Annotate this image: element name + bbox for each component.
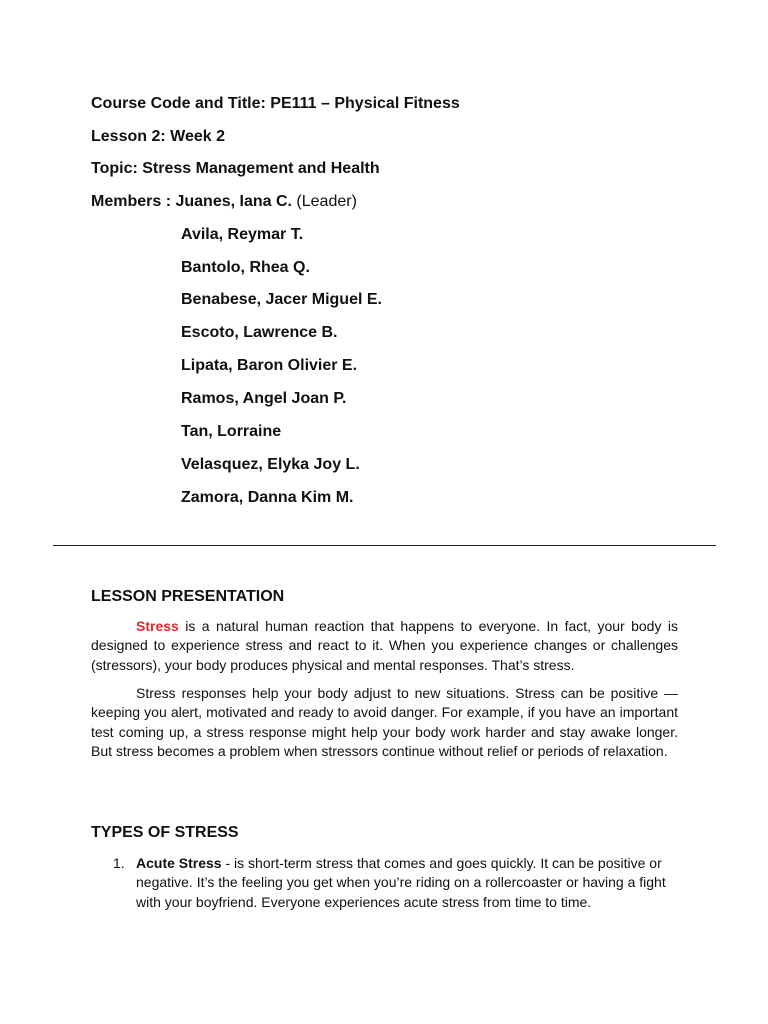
stress-definition-paragraph [91,617,678,675]
member-name: Zamora, Danna Kim M. [181,489,354,506]
member-name: Avila, Reymar T. [181,226,304,243]
leader-tag: (Leader) [296,193,357,210]
member-name: Tan, Lorraine [181,423,282,440]
list-item-number: 1. [113,855,125,871]
lesson-presentation-heading: LESSON PRESENTATION [91,588,285,605]
members-label: Members : Juanes, Iana C. [91,193,292,210]
acute-stress-term: Acute Stress [136,855,222,871]
member-name: Ramos, Angel Joan P. [181,390,347,407]
topic-label: Topic: Stress Management and Health [91,160,380,177]
member-name: Lipata, Baron Olivier E. [181,357,358,374]
types-of-stress-heading: TYPES OF STRESS [91,824,239,841]
member-name: Velasquez, Elyka Joy L. [181,456,360,473]
member-name: Benabese, Jacer Miguel E. [181,291,382,308]
lesson-label: Lesson 2: Week 2 [91,128,225,145]
members-line [91,192,357,212]
list-item-text [136,854,678,912]
member-name: Escoto, Lawrence B. [181,324,338,341]
member-name: Bantolo, Rhea Q. [181,259,310,276]
section-divider [53,545,716,546]
acute-stress-description: - is short-term stress that comes and goes quickly. It can be positive or negative. It’s the feeling you get when you’re riding on a rollercoaster or having a fight with your boyfriend. Everyone experiences acute stress from time to time. [136,855,666,910]
stress-definition-text: is a natural human reaction that happens to everyone. In fact, your body is designed to experience stress and react to it. When you experience changes or challenges (stressors), your body produces physical and mental responses. That’s stress. [91,618,678,673]
stress-keyword: Stress [136,618,179,634]
course-title: Course Code and Title: PE111 – Physical Fitness [91,95,460,112]
stress-responses-paragraph: Stress responses help your body adjust to new situations. Stress can be positive — keeping you alert, motivated and ready to avoid danger. For example, if you have an important test coming up, a stress response might help your body work harder and stay awake longer. But stress becomes a problem when stressors continue without relief or periods of relaxation. [91,685,678,760]
